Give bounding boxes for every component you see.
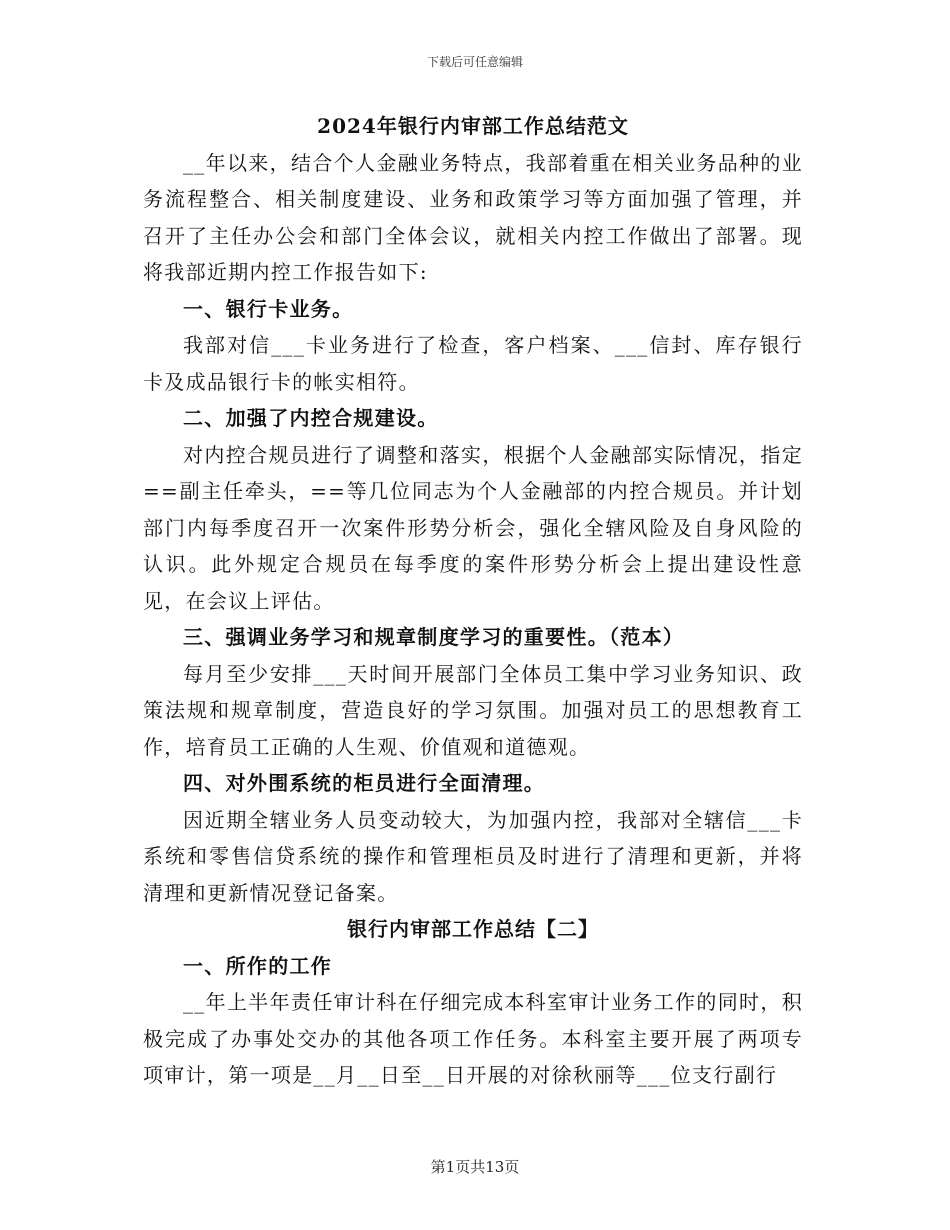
section-title-two: 银行内审部工作总结【二】 [347, 917, 599, 941]
heading-bank-card: 一、银行卡业务。 [183, 296, 354, 321]
paragraph-study: 每月至少安排___天时间开展部门全体员工集中学习业务知识、政策法规和规章制度，营造良好的学习氛围。加强对员工的思想教育工作，培育员工正确的人生观、价值观和道德观。 [143, 661, 803, 759]
page-footer: 第1页共13页 [430, 1158, 520, 1176]
heading-study: 三、强调业务学习和规章制度学习的重要性。（范本） [183, 625, 685, 649]
paragraph-bank-card: 我部对信___卡业务进行了检查，客户档案、___信封、库存银行卡及成品银行卡的帐实相符。 [143, 333, 803, 394]
paragraph-intro: __年以来，结合个人金融业务特点，我部着重在相关业务品种的业务流程整合、相关制度建设、业务和政策学习等方面加强了管理，并召开了主任办公会和部门全体会议，就相关内控工作做出了部署。现将我部近期内控工作报告如下: [143, 150, 803, 284]
heading-teller-cleanup: 四、对外围系统的柜员进行全面清理。 [183, 771, 546, 795]
page-header: 下载后可任意编辑 [426, 55, 523, 69]
paragraph-work-done: __年上半年责任审计科在仔细完成本科室审计业务工作的同时，积极完成了办事处交办的其他各项工作任务。本科室主要开展了两项专项审计，第一项是__月__日至__日开展的对徐秋丽等___位支行副行 [143, 990, 803, 1087]
heading-compliance: 二、加强了内控合规建设。 [183, 406, 439, 430]
document-body [143, 108, 803, 1094]
document-title: 2024年银行内审部工作总结范文 [317, 114, 629, 138]
heading-work-done: 一、所作的工作 [183, 953, 333, 978]
paragraph-compliance: 对内控合规员进行了调整和落实，根据个人金融部实际情况，指定==副主任牵头，==等几位同志为个人金融部的内控合规员。并计划部门内每季度召开一次案件形势分析会，强化全辖风险及自身风险的认识。此外规定合规员在每季度的案件形势分析会上提出建设性意见，在会议上评估。 [143, 442, 803, 613]
paragraph-teller-cleanup: 因近期全辖业务人员变动较大，为加强内控，我部对全辖信___卡系统和零售信贷系统的操作和管理柜员及时进行了清理和更新，并将清理和更新情况登记备案。 [143, 807, 803, 905]
